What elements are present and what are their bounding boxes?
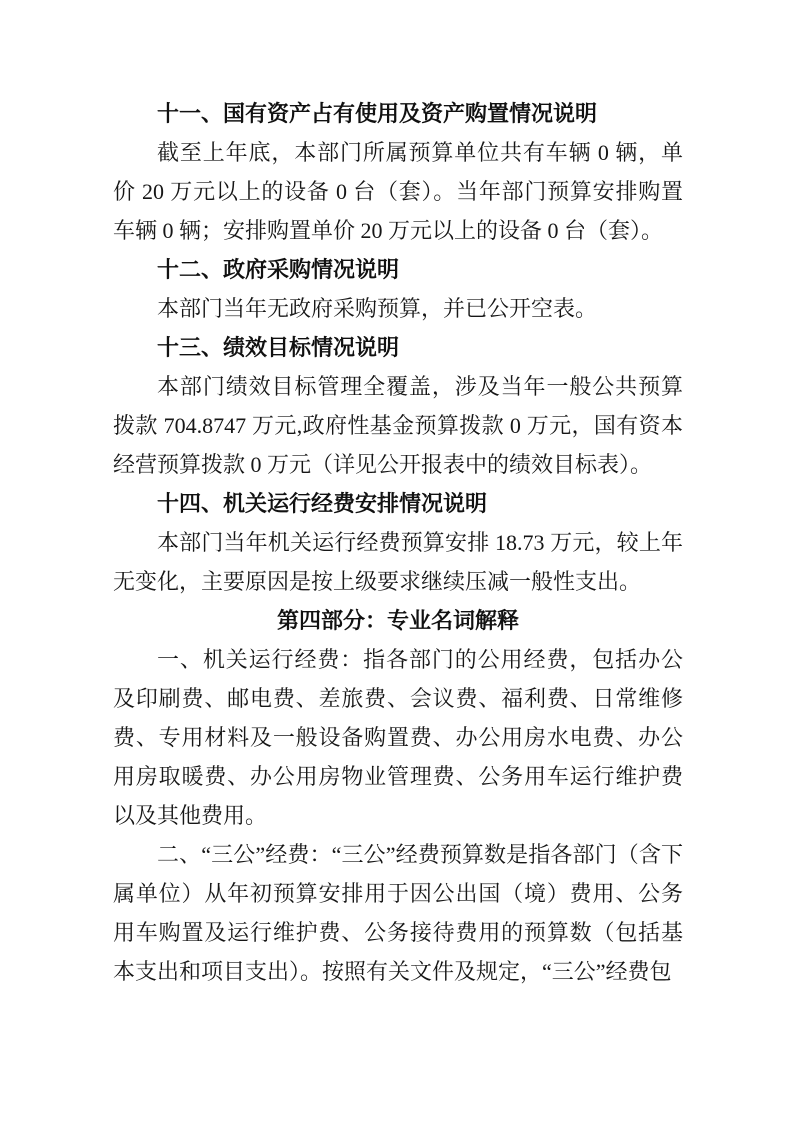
heading-part-4-terminology: 第四部分：专业名词解释: [276, 608, 519, 633]
paragraph-term-1-operating-expenses-definition: 一、机关运行经费：指各部门的公用经费，包括办公及印刷费、邮电费、差旅费、会议费、福利费、日常维修费、专用材料及一般设备购置费、办公用房水电费、办公用房取暖费、办公用房物业管理费、公务用车运行维护费以及其他费用。: [113, 647, 683, 828]
paragraph-government-procurement: 本部门当年无政府采购预算，并已公开空表。: [157, 296, 598, 321]
heading-section-12-government-procurement: 十二、政府采购情况说明: [157, 257, 400, 282]
paragraph-performance-targets: 本部门绩效目标管理全覆盖，涉及当年一般公共预算拨款 704.8747 万元,政府性基金预算拨款 0 万元，国有资本经营预算拨款 0 万元（详见公开报表中的绩效目标表）。: [113, 374, 683, 477]
heading-section-11-state-assets: 十一、国有资产占有使用及资产购置情况说明: [157, 101, 598, 126]
paragraph-term-2-three-public-expenses-definition: 二、“三公”经费：“三公”经费预算数是指各部门（含下属单位）从年初预算安排用于因公出国（境）费用、公务用车购置及运行维护费、公务接待费用的预算数（包括基本支出和项目支出）。按照有关文件及规定，“三公”经费包: [113, 842, 683, 984]
document-body: [113, 94, 683, 991]
paragraph-operating-expenses: 本部门当年机关运行经费预算安排 18.73 万元，较上年无变化，主要原因是按上级要求继续压减一般性支出。: [113, 530, 683, 594]
heading-section-14-operating-expenses: 十四、机关运行经费安排情况说明: [157, 491, 488, 516]
paragraph-state-assets: 截至上年底，本部门所属预算单位共有车辆 0 辆，单价 20 万元以上的设备 0 台（套）。当年部门预算安排购置车辆 0 辆；安排购置单价 20 万元以上的设备 0 台（套）。: [113, 140, 683, 243]
heading-section-13-performance-targets: 十三、绩效目标情况说明: [157, 335, 400, 360]
